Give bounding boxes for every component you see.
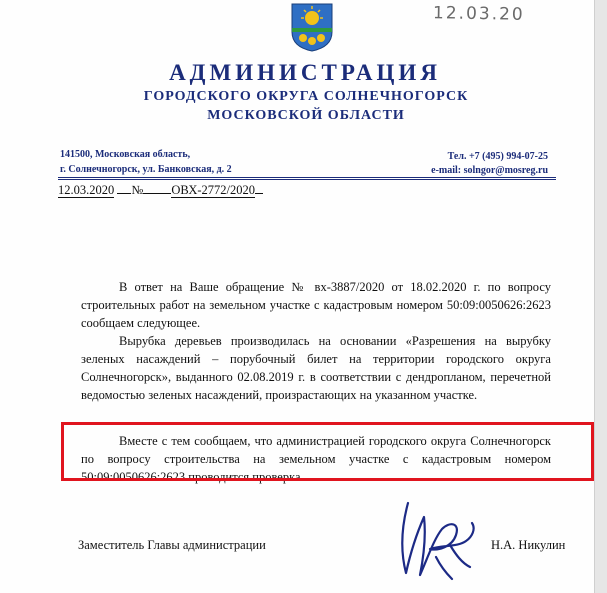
email-line: e-mail: solngor@mosreg.ru (431, 165, 548, 176)
address-line-1: 141500, Московская область, (60, 149, 191, 160)
registration-gap (117, 193, 131, 194)
registration-number: ОВХ-2772/2020 (171, 183, 256, 197)
paragraph-inspection-text: Вместе с тем сообщаем, что администрацией городского округа Солнечногорск по вопросу строительства на земельном участке с кадастровым номером 50:09:0050626:2623 проводится проверка. (81, 434, 551, 484)
coat-of-arms-icon (289, 2, 335, 52)
paragraph-reply (81, 278, 551, 332)
registration-date: 12.03.2020 (58, 183, 115, 197)
registration-line (58, 183, 263, 198)
letterhead-divider-top (58, 177, 556, 178)
handwritten-date: 12.03.20 (432, 3, 525, 25)
paragraph-tree-felling-text: Вырубка деревьев производилась на основании «Разрешения на вырубку зеленых насаждений – порубочный билет на территории городского округа Солнечногорск», выданного 02.08.2019 г. в соответствии с дендропланом, перечетной ведомостью зеленых насаждений, произрастающих на указанном участке. (81, 334, 551, 402)
paragraph-reply-text: В ответ на Ваше обращение № вх-3887/2020 от 18.02.2020 г. по вопросу строительных работ на земельном участке с кадастровым номером 50:09:0050626:2623 сообщаем следующее. (81, 280, 551, 330)
letterhead-subtitle-2: МОСКОВСКОЙ ОБЛАСТИ (207, 108, 405, 123)
letterhead-subtitle-1: ГОРОДСКОГО ОКРУГА СОЛНЕЧНОГОРСК (143, 89, 469, 104)
signatory-name: Н.А. Никулин (491, 538, 566, 552)
registration-number-sign: № (131, 183, 144, 197)
sender-contacts (431, 150, 548, 178)
address-line-2: г. Солнечногорск, ул. Банковская, д. 2 (60, 164, 232, 175)
handwritten-signature (380, 495, 490, 585)
signatory-role: Заместитель Главы администрации (78, 538, 266, 552)
sender-address (60, 147, 232, 177)
highlight-frame (61, 422, 594, 481)
registration-gap-2 (143, 193, 171, 194)
paragraph-tree-felling (81, 332, 551, 404)
letterhead-divider-bottom (58, 179, 556, 180)
phone-line: Тел. +7 (495) 994-07-25 (447, 151, 548, 162)
letterhead-title: АДМИНИСТРАЦИЯ (169, 60, 441, 85)
page-edge (594, 0, 607, 593)
registration-gap-3 (255, 193, 263, 194)
